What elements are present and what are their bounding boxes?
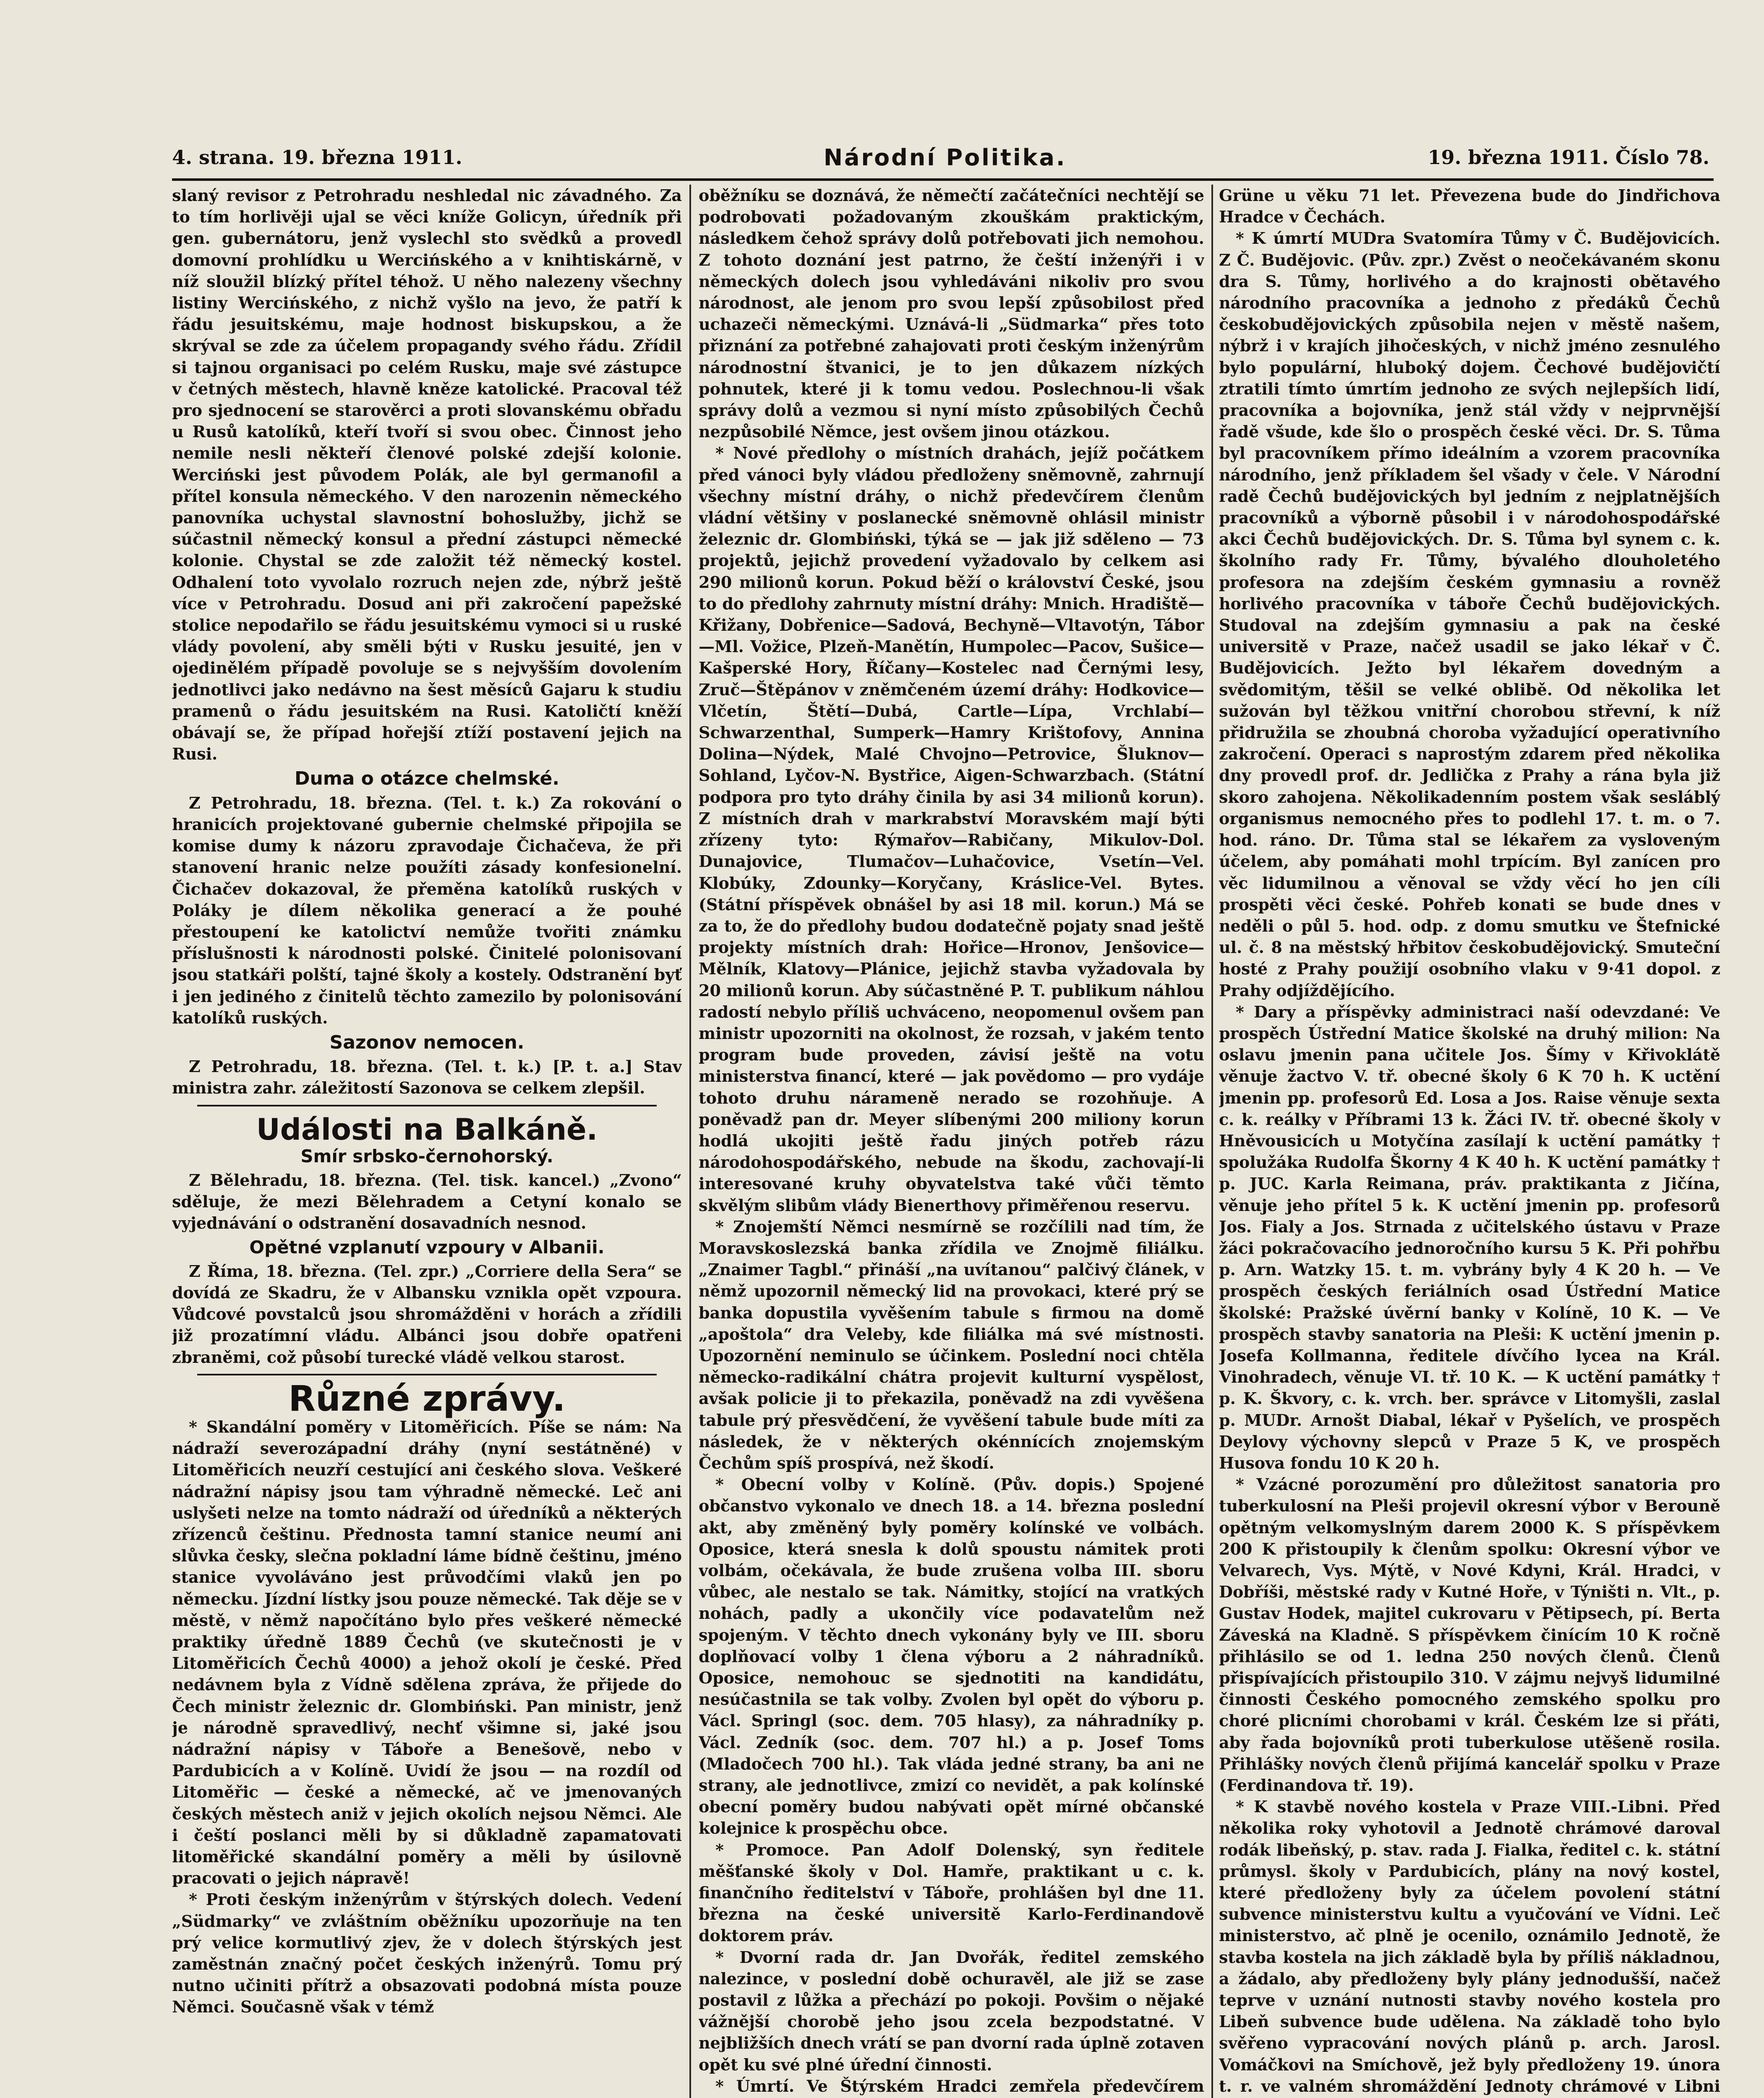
article-text: * Obecní volby v Kolíně. (Pův. dopis.) Spojené občanstvo vykonalo ve dnech 18. a 14. března poslední akt, aby změněný byly poměry kolínské ve volbách. Oposice, která snesla k dolů spoustu námitek proti volbám, očekávala, že bude zrušena volba III. sboru vůbec, ale nestalo se tak. Námitky, stojící na vratkých nohách, padly a ukončily více podavatelům než spojeným. V těchto dnech vykonány byly ve III. sboru doplňovací volby 1 člena výboru a 2 náhradníků. Oposice, nemohouc se sjednotiti na kandidátu, nesúčastnila se tak volby. Zvolen byl opět do výboru p. Václ. Springl (soc. dem. 705 hlasy), za náhradníky p. Václ. Zedník (soc. dem. 707 hl.) a p. Josef Toms (Mladočech 700 hl.). Tak vláda jedné strany, ba ani ne strany, ale jednotlivce, zmizí co nevidět, a pak kolínské obecní poměry budou nabývati opět mírné občanské kolejnice k prospěchu obce. <box>699 1475 1204 1838</box>
headline: Duma o otázce chelmské. <box>294 768 560 790</box>
article-text: * K úmrtí MUDra Svatomíra Tůmy v Č. Budějovicích. Z Č. Budějovic. (Pův. zpr.) Zvěst o neočekávaném skonu dra S. Tůmy, horlivého a do krajnosti obětavého národního pracovníka a jednoho z předáků Čechů českobudějovických způsobila nejen v městě našem, nýbrž i v krajích jihočeských, v nichž jméno zesnulého bylo populární, hluboký dojem. Čechové budějovičtí ztratili tímto úmrtím jednoho ze svých nejlepších lidí, pracovníka a bojovníka, jenž stál vždy v nejprvnější řadě všude, kde šlo o prospěch české věci. Dr. S. Tůma byl pracovníkem přímo ideálním a vzorem pracovníka národního, jenž příkladem šel všady v čele. V Národní radě Čechů budějovických byl jedním z nejplatnějších pracovníků a výborně působil i v národohospodářské akci Čechů budějovických. Dr. S. Tůma byl synem c. k. školního rady Fr. Tůmy, bývalého dlouholetého profesora na zdejším českém gymnasiu a rovněž horlivého pracovníka v táboře Čechů budějovických. Studoval na zdejším gymnasiu a pak na české universitě v Praze, načež usadil se jako lékař v Č. Budějovicích. Ježto byl lékařem dovedným a svědomitým, těšil se velké oblibě. Od několika let sužován byl těžkou vnitřní chorobou střevní, k níž přidružila se zhoubná choroba vyžadující operativního zakročení. Operaci s naprostým zdarem před několika dny provedl prof. dr. Jedlička z Prahy a rána byla již skoro zahojena. Několikadenním postem však sesláblý organismus nemocného přes to podlehl 17. t. m. o 7. hod. ráno. Dr. Tůma stal se lékařem za vysloveným účelem, aby pomáhati mohl trpícím. Byl zanícen pro věc lidumilnou a věnoval se vždy věcí ho jen cíli prospěti věci české. Pohřeb konati se bude dnes v neděli o půl 5. hod. odp. z domu smutku ve Štefnické ul. č. 8 na městský hřbitov českobudějovický. Smuteční hosté z Prahy použijí osobního vlaku v 9·41 dopol. z Prahy odjíždějícího. <box>1219 229 1720 1000</box>
column-1 <box>172 185 682 2098</box>
column-divider <box>1211 185 1213 2098</box>
article-text: * Vzácné porozumění pro důležitost sanatoria pro tuberkulosní na Pleši projevil okresní výbor v Berouně opětným velkomyslným darem 2000 K. S příspěvkem 200 K přistoupily k členům spolku: Okresní výbor ve Velvarech, Vys. Mýtě, v Nové Kdyni, Král. Hradci, v Dobříši, městské rady v Kutné Hoře, v Týništi n. Vlt., p. Gustav Hodek, majitel cukrovaru v Pětipsech, pí. Berta Záveská na Kladně. S příspěvkem činícím 10 K ročně přihlásilo se od 1. ledna 250 nových členů. Členů přispívajících přistoupilo 310. V zájmu nejvyš lidumilné činnosti Českého pomocného zemského spolku pro choré plicními chorobami v král. Českém lze si přáti, aby řada bojovníků proti tuberkulose utěšeně rosila. Přihlášky nových členů přijímá kancelář spolku v Praze (Ferdinandova tř. 19). <box>1219 1475 1720 1795</box>
masthead-title: Národní Politika. <box>823 144 1067 171</box>
article-text: * Skandální poměry v Litoměřicích. Píše se nám: Na nádraží severozápadní dráhy (nyní sestátněné) v Litoměřicích neuzří cestující ani českého slova. Veškeré nádražní nápisy jsou tam výhradně německé. Leč ani uslyšeti nelze na tomto nádraží od úředníků a některých zřízenců češtinu. Přednosta tamní stanice neumí ani slůvka česky, slečna pokladní láme bídně češtinu, jméno stanice vyvoláváno jest průvodčími vlaků jen po německu. Jízdní lístky jsou pouze německé. Tak děje se v městě, v němž napočítáno bylo přes veškeré německé praktiky úředně 1889 Čechů (ve skutečnosti je v Litoměřicích Čechů 4000) a jehož okolí je české. Před nedávnem byla z Vídně sdělena zpráva, že přijede do Čech ministr železnic dr. Glombiński. Pan ministr, jenž je národně spravedlivý, nechť všimne si, jaké jsou nádražní nápisy v Táboře a Benešově, nebo v Pardubicích a v Kolíně. Uvidí že jsou — na rozdíl od Litoměřic — české a německé, ač ve jmenovaných českých městech aniž v jejich okolích nejsou Němci. Ale i čeští poslanci měli by si důkladně zapamatovati litoměřické skandální poměry a měli by úsilovně pracovati o jejich nápravě! <box>172 1417 682 1888</box>
article-text: * Nové předlohy o místních drahách, jejíž počátkem před vánoci byly vládou předloženy sněmovně, zahrnují všechny místní dráhy, o nichž předevčírem členům vládní většiny v poslanecké sněmovně ohlásil ministr železnic dr. Glombiński, týká se — jak již sděleno — 73 projektů, jejichž provedení vyžadovalo by celkem asi 290 milionů korun. Pokud běží o království České, jsou to do předlohy zahrnuty místní dráhy: Mnich. Hradiště—Křižany, Dobřenice—Sadová, Bechyně—Vltavotýn, Tábor—Ml. Vožice, Plzeň-Manětín, Humpolec—Pacov, Sušice—Kašperské Hory, Říčany—Kostelec nad Černými lesy, Zruč—Štěpánov v zněmčeném území dráhy: Hodkovice—Vlčetín, Štětí—Dubá, Cartle—Lípa, Vrchlabí—Schwarzenthal, Sumperk—Hamry Krištofovy, Annina Dolina—Nýdek, Malé Chvojno—Petrovice, Šluknov—Sohland, Lyčov-N. Bystřice, Aigen-Schwarzbach. (Státní podpora pro tyto dráhy činila by asi 34 milionů korun). Z místních drah v markrabství Moravském mají býti zřízeny tyto: Rýmařov—Rabičany, Mikulov-Dol. Dunajovice, Tlumačov—Luhačovice, Vsetín—Vel. Klobúky, Zdounky—Koryčany, Kráslice-Vel. Bytes. (Státní příspěvek obnášel by asi 18 mil. korun.) Má se za to, že do předlohy budou dodatečně pojaty snad ještě projekty místních drah: Hořice—Hronov, Jenšovice—Mělník, Klatovy—Plánice, jejichž stavba vyžadovala by 20 milionů korun. Aby súčastněné P. T. publikum náhlou radostí nebylo příliš uchváceno, neopomenul ovšem pan ministr upozorniti na okolnost, že rozsah, v jakém tento program bude proveden, závisí ještě na votu ministerstva financí, které — jak povědomo — pro vydáje tohoto druhu nárameně nerado se rozohňuje. A poněvadž pan dr. Meyer slíbenými 200 miliony korun hodlá ukojiti ještě řadu jiných potřeb rázu národohospodářského, nebude na škodu, zachovají-li interesované kruhy obyvatelstva také vůči těmto skvělým slibům vlády Bienerthovy přiměřenou reservu. <box>699 444 1204 1215</box>
article-text: Z Petrohradu, 18. března. (Tel. t. k.) [P. t. a.] Stav ministra zahr. záležitostí Sazonova se celkem zlepšil. <box>172 1057 682 1098</box>
article-text: * K stavbě nového kostela v Praze VIII.-Libni. Před několika roky vyhotovil a Jednotě chrámové daroval rodák libeňský, p. stav. rada J. Fialka, ředitel c. k. státní průmysl. školy v Pardubicích, plány na nový kostel, které předloženy byly za účelem povolení státní subvence ministerstvu kultu a vyučování ve Vídni. Leč ministerstvo, ač plně je ocenilo, oznámilo Jednotě, že stavba kostela na jich základě byla by příliš nákladnou, a žádalo, aby předloženy byly plány jednodušší, načež teprve v uznání nutnosti stavby nového kostela pro Libeň subvence bude udělena. Na základě toho bylo svěřeno vypracování nových plánů p. arch. Jarosl. Vomáčkovi na Smíchově, jež byly předloženy 19. února t. r. ve valném shromáždění Jednoty chrámové v Libni <box>1219 1797 1720 2095</box>
article-text: oběžníku se doznává, že němečtí začátečníci nechtějí se podrobovati požadovaným zkouškám praktickým, následkem čehož správy dolů potřebovati jich nemohou. Z tohoto doznání jest patrno, že čeští inženýři i v německých dolech jsou vyhledáváni nikoliv pro svou národnost, ale jenom pro svou lepší způsobilost před uchazeči německými. Uznává-li „Südmarka“ přes toto přiznání za potřebné zahajovati proti českým inženýrům národnostní štvanici, je to jen důkazem nízkých pohnutek, které ji k tomu vedou. Poslechnou-li však správy dolů a vezmou si nyní místo způsobilých Čechů nezpůsobilé Němce, jest ovšem jinou otázkou. <box>699 186 1204 441</box>
article-text: Grüne u věku 71 let. Převezena bude do Jindřichova Hradce v Čechách. <box>1219 186 1720 227</box>
section-heading: Události na Balkáně. <box>256 1112 598 1147</box>
article-text: slaný revisor z Petrohradu neshledal nic závadného. Za to tím horlivěji ujal se věci kníže Golicyn, úředník při gen. gubernátoru, jenž vyslechl sto svědků a provedl domovní prohlídku u Wercińského a v knihtiskárně, v níž sloužil blízký přítel téhož. U něho nalezeny všechny listiny Wercińského, z nichž vyšlo na jevo, že patří k řádu jesuitskému, maje hodnost biskupskou, a že skrýval se zde za účelem propagandy svého řádu. Zřídil si tajnou organisaci po celém Rusku, maje své zástupce v četných městech, hlavně kněze katolické. Pracoval též pro sjednocení se starověrci a proti slovanskému obřadu u Rusů katolíků, kteří tvoří si svou obec. Činnost jeho nemile nesli někteří členové polské zdejší kolonie. Werciński jest původem Polák, ale byl germanofil a přítel konsula německého. V den narozenin německého panovníka uchystal slavnostní bohoslužby, jichž se súčastnil německý konsul a přední zástupci německé kolonie. Chystal se zde založit též německý kostel. Odhalení toto vyvolalo rozruch nejen zde, nýbrž ještě více v Petrohradu. Dosud ani při zakročení papežské stolice nepodařilo se řádu jesuitskému vymoci si u ruské vlády povolení, aby směli býti v Rusku jesuité, jen v ojedinělém případě povoluje se s nejvyšším dovolením jednotlivci jako nedávno na šest měsíců Gajaru k studiu pramenů o řádu jesuitském na Rusi. Katoličtí kněží obávají se, že případ hořejší ztíží postavení jejich na Rusi. <box>172 186 682 764</box>
column-divider <box>689 185 691 2098</box>
article-text: * Proti českým inženýrům v štýrských dolech. Vedení „Südmarky“ ve zvláštním oběžníku upozorňuje na ten prý velice kormutlivý zjev, že v dolech štýrských jest zaměstnán značný počet českých inženýrů. Tomu prý nutno učiniti přítrž a obsazovati podobná místa pouze Němci. Současně však v témž <box>172 1890 682 2017</box>
column-3 <box>1219 185 1720 2098</box>
article-text: * Úmrtí. Ve Štýrském Hradci zemřela předevčírem <box>715 2076 1204 2095</box>
divider <box>197 1105 657 1106</box>
header-right: 19. března 1911. Číslo 78. <box>1427 146 1709 169</box>
header-rule <box>172 178 1714 181</box>
header-left: 4. strana. 19. března 1911. <box>172 146 462 169</box>
section-heading: Různé zprávy. <box>288 1378 566 1419</box>
article-text: * Dvorní rada dr. Jan Dvořák, ředitel zemského nalezince, v poslední době ochuravěl, ale již se zase postavil z lůžka a přechází po pokoji. Povšim o nějaké vážnější chorobě jeho jsou zcela bezpodstatné. V nejbližších dnech vrátí se pan dvorní rada úplně zotaven opět ku své plné úřední činnosti. <box>699 1947 1204 2074</box>
article-text: Z Petrohradu, 18. března. (Tel. t. k.) Za rokování o hranicích projektované gubernie chelmské připojila se komise dumy k názoru zpravodaje Čichačeva, že při stanovení hranic nelze použíti zásady konfesionelní. Čichačev dokazoval, že přeměna katolíků ruských v Poláky je dílem několika generací a že pouhé přestoupení ke katolictví nemůže tvořiti známku příslušnosti k národnosti polské. Činitelé polonisovaní jsou statkáři polští, tajné školy a kostely. Odstranění byť i jen jediného z činitelů těchto zamezilo by polonisování katolíků ruských. <box>172 793 682 1027</box>
article-text: * Promoce. Pan Adolf Dolenský, syn ředitele měšťanské školy v Dol. Hamře, praktikant u c. k. finančního ředitelství v Táboře, prohlášen byl dne 11. března na české universitě Karlo-Ferdinandově doktorem práv. <box>699 1840 1204 1945</box>
article-text: * Znojemští Němci nesmírně se rozčílili nad tím, že Moravskoslezská banka zřídila ve Znojmě filiálku. „Znaimer Tagbl.“ přináší „na uvítanou“ palčivý článek, v němž upozornil německý lid na provokaci, které prý se banka dopustila vyvěšením tabule s firmou na domě „apoštola“ dra Veleby, kde filiálka má své místnosti. Upozornění neminulo se účinkem. Poslední noci chtěla německo-radikální chátra projevit kulturní vyspělost, avšak policie ji to překazila, poněvadž na zdi vyvěšena tabule prý přesvědčení, že vyvěšení tabule bude míti za následek, že v některých okénnících znojemským Čechům spíš prospívá, než škodí. <box>699 1217 1204 1472</box>
article-text: Z Říma, 18. března. (Tel. zpr.) „Corriere della Sera“ se dovídá ze Skadru, že v Albansku vznikla opět vzpoura. Vůdcové povstalců jsou shromážděni v horách a zřídili již prozatímní vládu. Albánci jsou dobře opatřeni zbraněmi, což působí turecké vládě velkou starost. <box>172 1261 682 1367</box>
column-2 <box>699 185 1204 2098</box>
page-header <box>172 138 1709 176</box>
article-text: Z Bělehradu, 18. března. (Tel. tisk. kancel.) „Zvono“ sděluje, že mezi Bělehradem a Cetyní konalo se vyjednávání o odstranění dosavadních nesnod. <box>172 1170 682 1233</box>
headline: Sazonov nemocen. <box>329 1031 525 1053</box>
headline: Opětné vzplanutí vzpoury v Albanii. <box>249 1237 605 1258</box>
article-text: * Dary a příspěvky administraci naší odevzdané: Ve prospěch Ústřední Matice školské na druhý milion: Na oslavu jmenin pana učitele Jos. Šímy v Křivoklátě věnuje žactvo V. tř. obecné školy 6 K 70 h. K uctění jmenin pp. profesorů Ed. Losa a Jos. Raise věnuje sexta c. k. reálky v Příbrami 13 k. Žáci IV. tř. obecné školy v Hněvousicích u Motyčína zasílají k uctění památky † spolužáka Rudolfa Škorny 4 K 40 h. K uctění památky † p. JUC. Karla Reimana, práv. praktikanta z Jičína, věnuje jeho přítel 5 k. K uctění jmenin pp. profesorů Jos. Fialy a Jos. Strnada z učitelského ústavu v Praze žáci pokračovacího jednoročního kursu 5 K. Při pohřbu p. Arn. Watzky 15. t. m. vybrány byly 4 K 20 h. — Ve prospěch českých feriálních osad Ústřední Matice školské: Pražské úvěrní banky v Kolíně, 10 K. — Ve prospěch stavby sanatoria na Pleši: K uctění jmenin p. Josefa Kollmanna, ředitele dívčího lycea na Král. Vinohradech, věnuje VI. tř. 10 K. — K uctění památky † p. K. Škvory, c. k. vrch. ber. správce v Litomyšli, zaslal p. MUDr. Arnošt Diabal, lékař v Pyšelích, ve prospěch Deylovy výchovny slepců v Praze 5 K, ve prospěch Husova fondu 10 K 20 h. <box>1219 1002 1720 1472</box>
divider <box>197 1374 657 1375</box>
headline: Smír srbsko-černohorský. <box>300 1146 553 1166</box>
